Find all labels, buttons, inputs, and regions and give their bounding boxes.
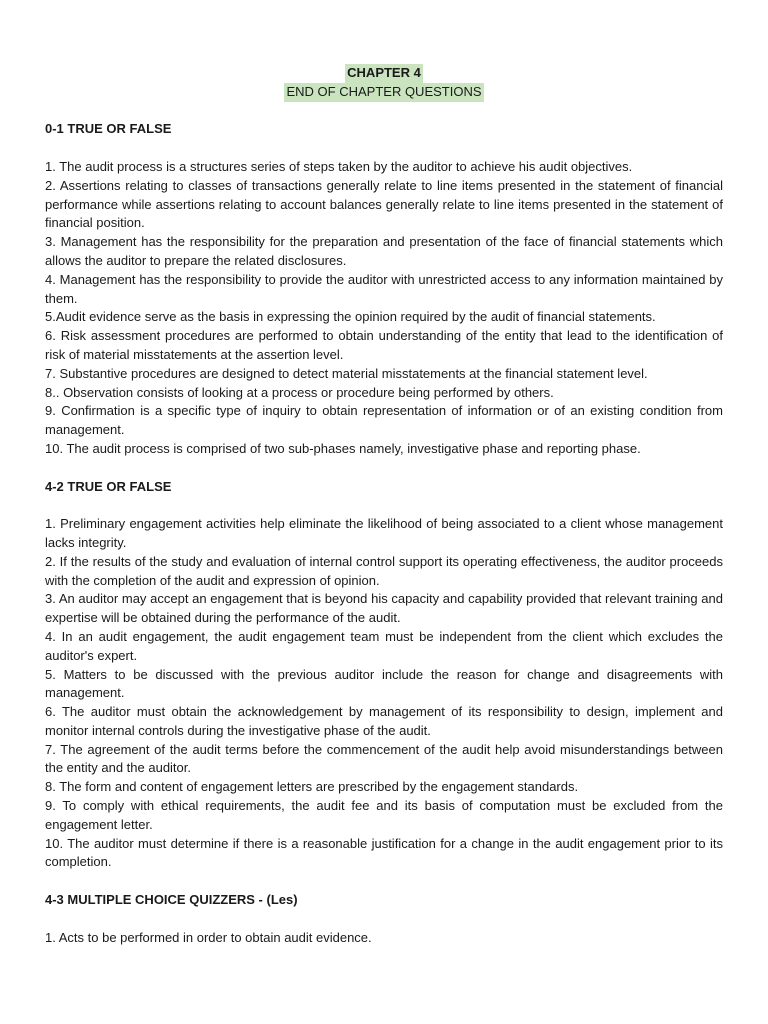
question-item: 10. The audit process is comprised of two sub-phases namely, investigative phase and reporting phase. bbox=[45, 440, 641, 456]
title-block bbox=[45, 64, 723, 102]
section-heading: 4-3 MULTIPLE CHOICE QUIZZERS - (Les) bbox=[45, 892, 298, 908]
question-item: 7. The agreement of the audit terms before the commencement of the audit help avoid misunderstandings between the entity and the auditor. bbox=[45, 741, 723, 776]
question-item: 9. To comply with ethical requirements, the audit fee and its basis of computation must be excluded from the engagement letter. bbox=[45, 798, 723, 832]
sections-container bbox=[45, 120, 723, 947]
question-item: 4. Management has the responsibility to provide the auditor with unrestricted access to any information maintained by them. bbox=[45, 271, 723, 306]
question-item: 5. Matters to be discussed with the previous auditor include the reason for change and disagreements with management. bbox=[45, 666, 723, 701]
question-list bbox=[45, 515, 723, 872]
question-list bbox=[45, 158, 723, 459]
question-item: 1. The audit process is a structures series of steps taken by the auditor to achieve his audit objectives. bbox=[45, 158, 633, 174]
chapter-title: CHAPTER 4 bbox=[345, 64, 423, 83]
question-item: 5.Audit evidence serve as the basis in expressing the opinion required by the audit of financial statements. bbox=[45, 309, 656, 325]
question-item: 6. The auditor must obtain the acknowledgement by management of its responsibility to design, implement and monitor internal controls during the investigative phase of the audit. bbox=[45, 704, 723, 738]
question-item: 9. Confirmation is a specific type of inquiry to obtain representation of information or of an existing condition from management. bbox=[45, 403, 723, 438]
question-list bbox=[45, 929, 723, 948]
question-item: 2. If the results of the study and evaluation of internal control support its operating effectiveness, the auditor proceeds with the completion of the audit and expression of opinion. bbox=[45, 553, 723, 588]
section-heading: 0-1 TRUE OR FALSE bbox=[45, 121, 172, 137]
question-item: 7. Substantive procedures are designed to detect material misstatements at the financial statement level. bbox=[45, 365, 648, 381]
question-item: 10. The auditor must determine if there is a reasonable justification for a change in the audit engagement prior to its completion. bbox=[45, 835, 723, 870]
question-item: 8. The form and content of engagement letters are prescribed by the engagement standards. bbox=[45, 779, 579, 795]
question-item: 1. Preliminary engagement activities help eliminate the likelihood of being associated to a client whose management lacks integrity. bbox=[45, 516, 723, 550]
question-item: 4. In an audit engagement, the audit engagement team must be independent from the client which excludes the auditor's expert. bbox=[45, 628, 723, 663]
question-item: 1. Acts to be performed in order to obtain audit evidence. bbox=[45, 929, 372, 945]
question-item: 3. An auditor may accept an engagement that is beyond his capacity and capability provided that relevant training and expertise will be obtained during the performance of the audit. bbox=[45, 591, 723, 626]
question-item: 6. Risk assessment procedures are performed to obtain understanding of the entity that lead to the identification of risk of material misstatements at the assertion level. bbox=[45, 328, 723, 362]
question-item: 8.. Observation consists of looking at a process or procedure being performed by others. bbox=[45, 384, 554, 400]
question-item: 2. Assertions relating to classes of transactions generally relate to line items presented in the statement of financial performance while assertions relating to account balances generally relate to line items presented in the statement of financial position. bbox=[45, 177, 723, 231]
section-heading: 4-2 TRUE OR FALSE bbox=[45, 478, 172, 494]
document-body bbox=[45, 64, 723, 947]
question-item: 3. Management has the responsibility for the preparation and presentation of the face of financial statements which allows the auditor to prepare the related disclosures. bbox=[45, 234, 723, 268]
chapter-subtitle: END OF CHAPTER QUESTIONS bbox=[284, 83, 483, 102]
